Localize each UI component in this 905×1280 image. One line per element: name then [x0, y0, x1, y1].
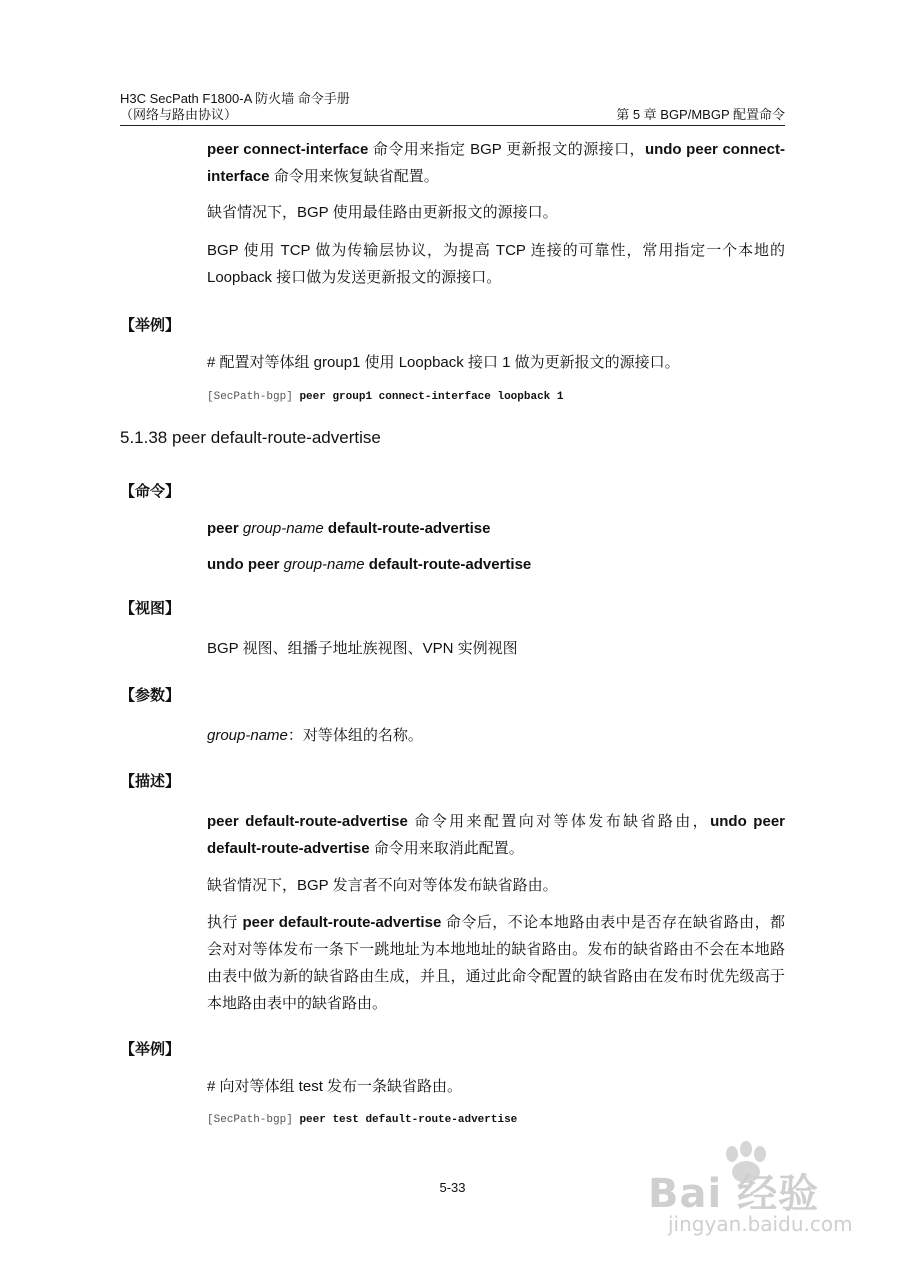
intro-paragraph-3: BGP 使用 TCP 做为传输层协议，为提高 TCP 连接的可靠性，常用指定一个本地的 Loopback 接口做为发送更新报文的源接口。	[207, 242, 785, 286]
command-syntax-1	[207, 515, 785, 542]
view-heading: 【视图】	[120, 600, 181, 617]
header-rule	[120, 125, 785, 126]
syntax-keyword: default-route-advertise	[323, 520, 491, 537]
paragraph-text: 命令后，不论本地路由表中是否存在缺省路由，都会对对等体发布一条下一跳地址为本地地址的缺省路由。发布的缺省路由不会在本地路由表中做为新的缺省路由生成，并且，通过此命令配置的缺省路由在发布时优先级高于本地路由表中的缺省路由。	[207, 914, 785, 1012]
param-desc: ：对等体组的名称。	[287, 727, 423, 744]
syntax-keyword: default-route-advertise	[364, 556, 532, 573]
syntax-param: group-name	[242, 520, 324, 537]
desc-paragraph-2: 缺省情况下，BGP 发言者不向对等体发布缺省路由。	[207, 877, 558, 894]
desc-paragraph-1	[207, 808, 785, 862]
command-text: undo peer connect-interface	[207, 141, 785, 185]
intro-paragraph-2: 缺省情况下，BGP 使用最佳路由更新报文的源接口。	[207, 204, 558, 221]
desc-paragraph-3	[207, 909, 785, 1017]
code-prompt: [SecPath-bgp]	[207, 1114, 293, 1126]
example-description-2: # 向对等体组 test 发布一条缺省路由。	[207, 1078, 463, 1095]
syntax-keyword: peer	[207, 520, 243, 537]
view-text: BGP 视图、组播子地址族视图、VPN 实例视图	[207, 640, 518, 657]
header-subtitle: （网络与路由协议）	[120, 107, 238, 122]
intro-paragraph-1	[207, 136, 785, 190]
param-text	[207, 722, 785, 749]
section-title: 5.1.38 peer default-route-advertise	[120, 428, 381, 447]
example-description: # 配置对等体组 group1 使用 Loopback 接口 1 做为更新报文的源接口。	[207, 354, 680, 371]
watermark-brand: Bai 经验	[648, 1171, 820, 1217]
watermark-url: jingyan.baidu.com	[668, 1212, 853, 1236]
code-line	[207, 389, 563, 405]
paragraph-text: 执行	[207, 914, 243, 931]
paragraph-text: 命令用来指定 BGP 更新报文的源接口，	[368, 141, 645, 158]
syntax-param: group-name	[283, 556, 365, 573]
code-command: peer test default-route-advertise	[299, 1114, 518, 1126]
command-text: peer default-route-advertise	[242, 914, 442, 931]
code-prompt: [SecPath-bgp]	[207, 391, 293, 403]
syntax-keyword: undo peer	[207, 556, 284, 573]
param-heading: 【参数】	[120, 687, 181, 704]
header-title: H3C SecPath F1800-A 防火墙 命令手册	[120, 91, 350, 106]
command-text: peer default-route-advertise	[207, 813, 408, 830]
command-text: undo peer default-route-advertise	[207, 813, 785, 857]
command-heading: 【命令】	[120, 483, 181, 500]
paragraph-text: 命令用来取消此配置。	[369, 840, 524, 857]
desc-heading: 【描述】	[120, 773, 181, 790]
example-heading-2: 【举例】	[120, 1041, 181, 1058]
command-syntax-2	[207, 551, 785, 578]
param-name: group-name	[207, 727, 288, 744]
header-chapter: 第 5 章 BGP/MBGP 配置命令	[616, 107, 785, 122]
example-heading: 【举例】	[120, 317, 181, 334]
paragraph-text: 命令用来配置向对等体发布缺省路由，	[407, 813, 711, 830]
code-line-2	[207, 1112, 517, 1128]
paragraph-text: 命令用来恢复缺省配置。	[269, 168, 439, 185]
code-command: peer group1 connect-interface loopback 1	[299, 391, 564, 403]
command-text: peer connect-interface	[207, 141, 369, 158]
page-number: 5-33	[439, 1180, 466, 1195]
